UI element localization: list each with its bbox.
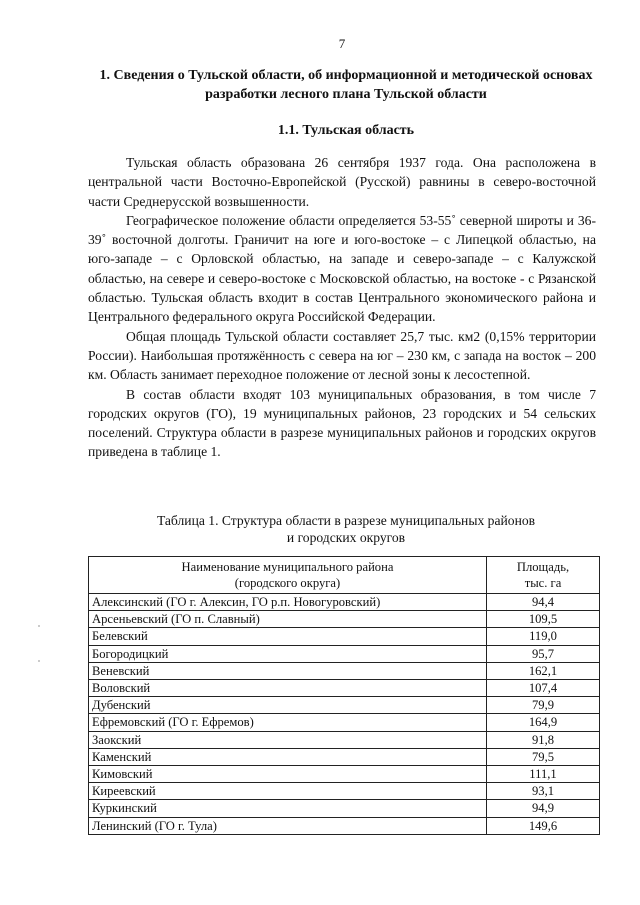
district-area-cell: 119,0 [487, 628, 600, 645]
paragraph-geography: Географическое положение области определяется 53-55˚ северной широты и 36-39˚ восточной долготы. Граничит на юге и юго-востоке – с Липецкой областью, на юго-западе – с Орловской областью, на западе и северо-западе – с Калужской областью, на севере и северо-востоке с Московской областью, на востоке - с Рязанской областью. Тульская область входит в состав Центрального экономического района и Центрального федерального округа Российской Федерации. [88, 212, 596, 325]
district-name-cell: Каменский [89, 748, 487, 765]
district-name-cell: Киреевский [89, 783, 487, 800]
table-row [89, 800, 600, 817]
district-name-cell: Алексинский (ГО г. Алексин, ГО р.п. Новогуровский) [89, 594, 487, 611]
district-area-cell: 94,9 [487, 800, 600, 817]
table-caption [88, 512, 604, 546]
district-area-cell: 107,4 [487, 680, 600, 697]
district-name-cell: Веневский [89, 662, 487, 679]
district-name-cell: Ленинский (ГО г. Тула) [89, 817, 487, 834]
municipal-structure-table [88, 556, 600, 835]
district-name-cell: Заокский [89, 731, 487, 748]
district-name-cell: Арсеньевский (ГО п. Славный) [89, 611, 487, 628]
table-row [89, 697, 600, 714]
section-title: 1. Сведения о Тульской области, об информационной и методической основах разработки лесного плана Тульской области [99, 68, 593, 102]
district-area-cell: 164,9 [487, 714, 600, 731]
table-row [89, 783, 600, 800]
paragraph-municipalities: В состав области входят 103 муниципальных образования, в том числе 7 городских округов (ГО), 19 муниципальных районов, 23 городских и 54 сельских поселений. Структура области в разрезе муниципальных районов и городских округов приведена в таблице 1. [88, 386, 596, 460]
margin-mark [38, 660, 40, 662]
table-caption-line: Таблица 1. Структура области в разрезе муниципальных районов [156, 513, 536, 528]
table-row [89, 594, 600, 611]
header-name-line: Наименование муниципального района [181, 560, 394, 574]
table-row [89, 662, 600, 679]
district-name-cell: Ефремовский (ГО г. Ефремов) [89, 714, 487, 731]
header-area-line: Площадь, [516, 560, 570, 574]
header-area-line: тыс. га [524, 576, 562, 590]
table-body [89, 594, 600, 835]
table-caption-line: и городских округов [286, 530, 406, 545]
district-area-cell: 79,5 [487, 748, 600, 765]
table-row [89, 731, 600, 748]
table-row [89, 817, 600, 834]
paragraph-formation: Тульская область образована 26 сентября 1937 года. Она расположена в центральной части Восточно-Европейской (Русской) равнины в северо-восточной части Среднерусской возвышенности. [88, 155, 596, 209]
district-name-cell: Дубенский [89, 697, 487, 714]
header-area-cell [487, 557, 600, 594]
district-name-cell: Кимовский [89, 766, 487, 783]
margin-mark [38, 625, 40, 627]
header-name-cell [89, 557, 487, 594]
table-row [89, 611, 600, 628]
header-name-line: (городского округа) [234, 576, 341, 590]
district-area-cell: 111,1 [487, 766, 600, 783]
district-area-cell: 79,9 [487, 697, 600, 714]
subsection-title: 1.1. Тульская область [277, 123, 415, 138]
district-name-cell: Куркинский [89, 800, 487, 817]
table-row [89, 766, 600, 783]
district-name-cell: Белевский [89, 628, 487, 645]
table-header-row [89, 557, 600, 594]
district-area-cell: 93,1 [487, 783, 600, 800]
table-row [89, 628, 600, 645]
body-text [88, 153, 596, 462]
district-name-cell: Богородицкий [89, 645, 487, 662]
district-area-cell: 162,1 [487, 662, 600, 679]
table-row [89, 645, 600, 662]
district-area-cell: 94,4 [487, 594, 600, 611]
paragraph-area: Общая площадь Тульской области составляет 25,7 тыс. км2 (0,15% территории России). Наибольшая протяжённость с севера на юг – 230 км, с запада на восток – 200 км. Область занимает переходное положение от лесной зоны к лесостепной. [88, 328, 596, 383]
district-area-cell: 149,6 [487, 817, 600, 834]
table-row [89, 714, 600, 731]
district-area-cell: 95,7 [487, 645, 600, 662]
district-name-cell: Воловский [89, 680, 487, 697]
table-row [89, 748, 600, 765]
page-number: 7 [338, 36, 346, 51]
district-area-cell: 109,5 [487, 611, 600, 628]
district-area-cell: 91,8 [487, 731, 600, 748]
table-row [89, 680, 600, 697]
